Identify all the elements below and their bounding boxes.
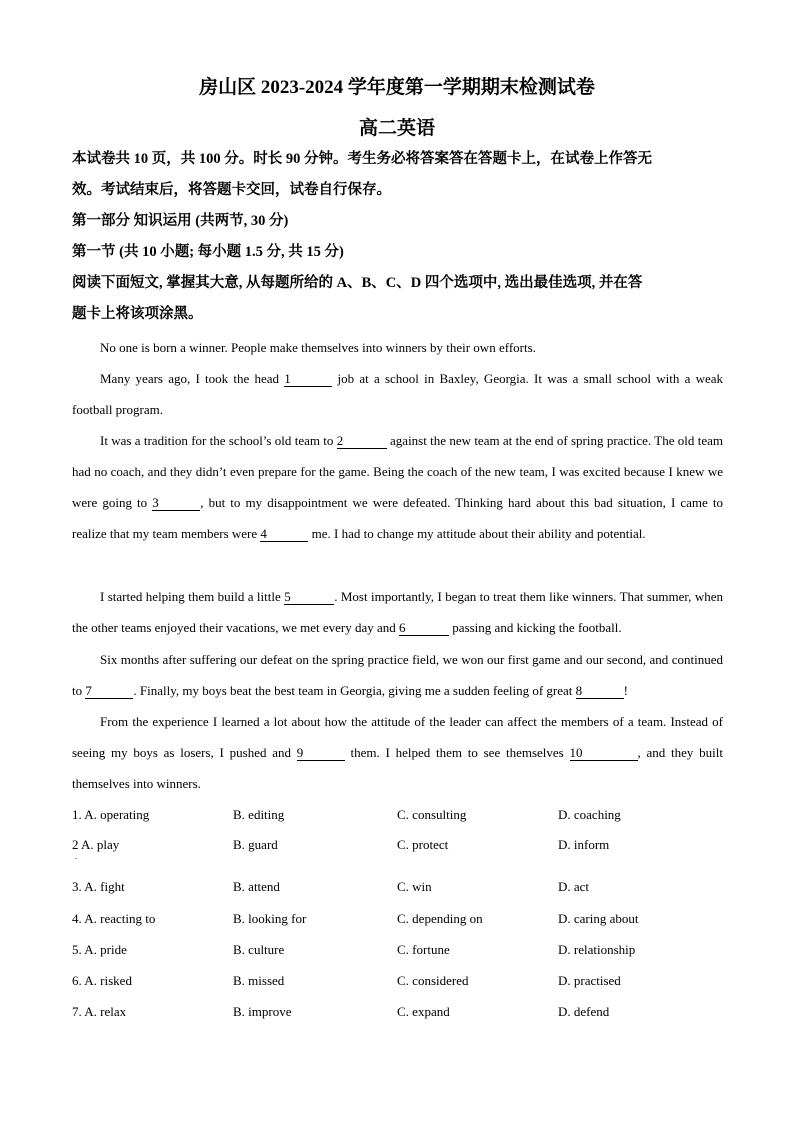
option-b: B. guard bbox=[233, 837, 278, 852]
option-c: C. fortune bbox=[397, 942, 450, 957]
blank-1: 1 bbox=[284, 372, 332, 387]
option-c: C. win bbox=[397, 879, 432, 894]
question-options-row bbox=[72, 942, 732, 962]
option-b: B. attend bbox=[233, 879, 280, 894]
option-b: B. editing bbox=[233, 807, 285, 822]
option-d: D. coaching bbox=[558, 807, 621, 822]
blank-3: 3 bbox=[152, 496, 200, 511]
option-a: 3. A. fight bbox=[72, 879, 125, 894]
option-d: D. inform bbox=[558, 837, 610, 852]
exam-subtitle: 高二英语 bbox=[358, 118, 435, 139]
blank-5: 5 bbox=[284, 590, 334, 605]
directions-line1: 阅读下面短文, 掌握其大意, 从每题所给的 A、B、C、D 四个选项中, 选出最佳选项, 并在答 bbox=[72, 275, 643, 291]
option-b: B. improve bbox=[233, 1004, 292, 1019]
option-a: 2 A. play bbox=[72, 837, 120, 852]
option-c: C. considered bbox=[397, 973, 469, 988]
option-a: 6. A. risked bbox=[72, 973, 132, 988]
question-options-row bbox=[72, 879, 732, 899]
instructions-line2: 效。考试结束后，将答题卡交回，试卷自行保存。 bbox=[72, 182, 391, 198]
option-c: C. protect bbox=[397, 837, 449, 852]
option-c: C. consulting bbox=[397, 807, 467, 822]
blank-8: 8 bbox=[576, 684, 624, 699]
option-b: B. culture bbox=[233, 942, 285, 957]
blank-2: 2 bbox=[337, 434, 387, 449]
section-heading: 第一节 (共 10 小题; 每小题 1.5 分, 共 15 分) bbox=[72, 244, 344, 260]
blank-6: 6 bbox=[399, 621, 449, 636]
blank-7: 7 bbox=[85, 684, 133, 699]
option-c: C. depending on bbox=[397, 911, 483, 926]
part-heading: 第一部分 知识运用 (共两节, 30 分) bbox=[72, 213, 289, 229]
option-a: 7. A. relax bbox=[72, 1004, 127, 1019]
option-c: C. expand bbox=[397, 1004, 450, 1019]
question-options-row bbox=[72, 911, 732, 931]
option-d: D. relationship bbox=[558, 942, 636, 957]
exam-title: 房山区 2023-2024 学年度第一学期期末检测试卷 bbox=[199, 77, 595, 98]
question-options-row bbox=[72, 1004, 732, 1024]
option-d: D. practised bbox=[558, 973, 621, 988]
passage-paragraph-2: Many years ago, I took the head 1 job at a school in Baxley, Georgia. It was a small school with a weak football program. bbox=[72, 371, 724, 417]
passage-paragraph-4: I started helping them build a little 5 . Most importantly, I began to treat them like winners. That summer, when the other teams enjoyed their vacations, we met every day and 6 passing and kicking the football. bbox=[72, 589, 724, 635]
option-d: D. caring about bbox=[558, 911, 639, 926]
passage-paragraph-5: Six months after suffering our defeat on the spring practice field, we won our first game and our second, and continued to 7 . Finally, my boys beat the best team in Georgia, giving me a sudden feeling of great 8 ! bbox=[72, 652, 723, 698]
question-options-row bbox=[72, 837, 732, 857]
option-d: D. defend bbox=[558, 1004, 610, 1019]
stray-dot: . bbox=[75, 852, 77, 861]
passage-paragraph-6: From the experience I learned a lot about how the attitude of the leader can affect the members of a team. Instead of seeing my boys as losers, I pushed and 9 them. I helped them to see themselves 10 , and they built themselves into winners. bbox=[72, 714, 723, 791]
instructions-line1: 本试卷共 10 页，共 100 分。时长 90 分钟。考生务必将答案答在答题卡上，在试卷上作答无 bbox=[72, 151, 652, 167]
option-a: 5. A. pride bbox=[72, 942, 127, 957]
passage-paragraph-1: No one is born a winner. People make themselves into winners by their own efforts. bbox=[100, 340, 536, 355]
blank-10: 10 bbox=[570, 746, 638, 761]
directions-line2: 题卡上将该项涂黑。 bbox=[72, 306, 203, 322]
blank-4: 4 bbox=[260, 527, 308, 542]
question-options-row bbox=[72, 973, 732, 993]
option-a: 1. A. operating bbox=[72, 807, 150, 822]
option-d: D. act bbox=[558, 879, 590, 894]
option-b: B. looking for bbox=[233, 911, 307, 926]
question-options-row bbox=[72, 807, 732, 827]
blank-9: 9 bbox=[297, 746, 345, 761]
passage-paragraph-3: It was a tradition for the school’s old team to 2 against the new team at the end of spring practice. The old team had no coach, and they didn’t even prepare for the game. Being the coach of the new team, I was excited because I knew we were going to 3 , but to my disappointment we were defeated. Thinking hard about this bad situation, I came to realize that my team members were 4 me. I had to change my attitude about their ability and potential. bbox=[72, 433, 723, 541]
option-a: 4. A. reacting to bbox=[72, 911, 156, 926]
option-b: B. missed bbox=[233, 973, 285, 988]
